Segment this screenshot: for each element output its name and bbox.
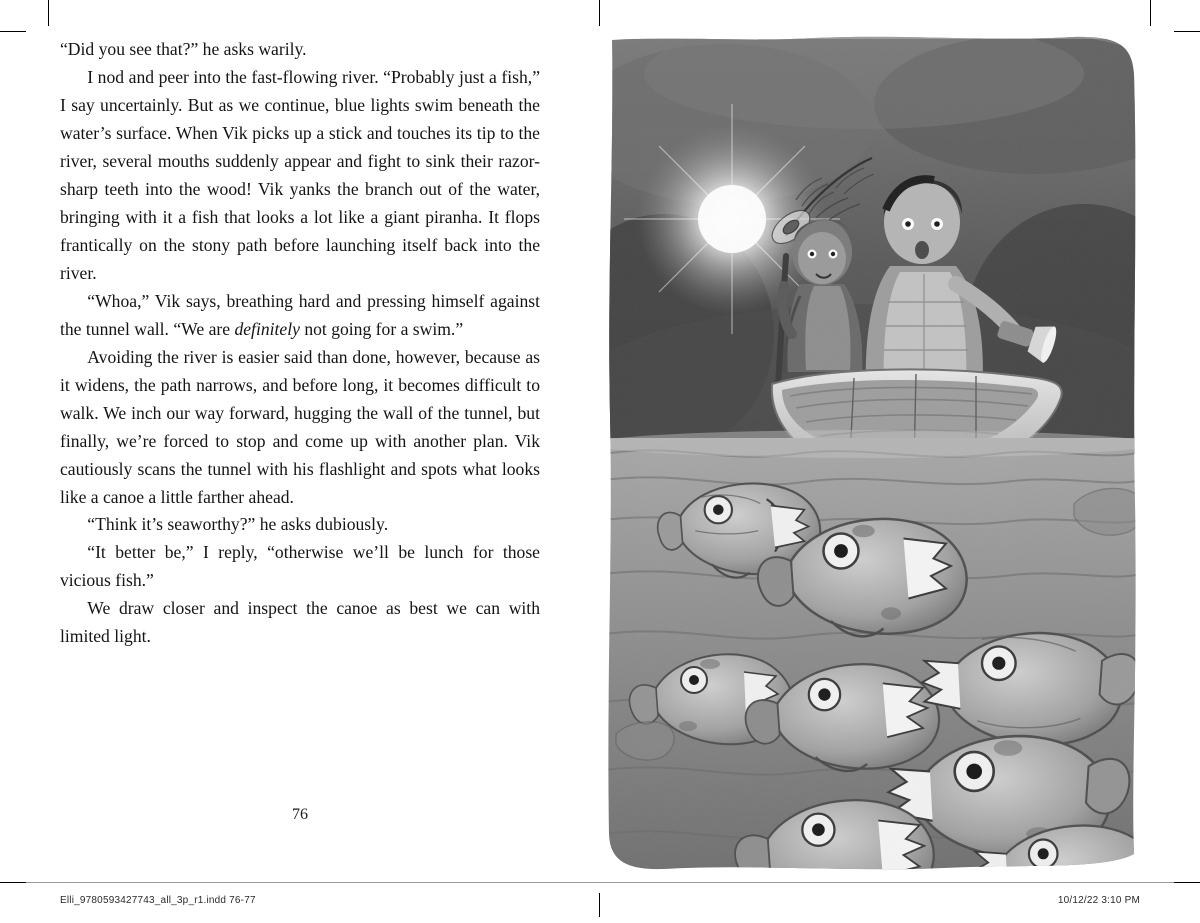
paragraph: “Think it’s seaworthy?” he asks dubiously. (87, 514, 389, 535)
paragraph-text-part-b: not going for a swim.” (299, 318, 464, 339)
paragraph: Avoiding the river is easier said than done, however, because as it widens, the path narrows, and before long, it becomes difficult to walk. We inch our way forward, hugging the wall of the tunnel, but finally, we’re forced to stop and come up with another plan. Vik cautiously scans the tunnel with his flashlight and spots what looks like a canoe a little farther ahead. (60, 346, 540, 507)
italic-emphasis: definitely (234, 318, 300, 339)
timestamp-label: 10/12/22 3:10 PM (1057, 895, 1140, 906)
paragraph: “It better be,” I reply, “otherwise we’ll be lunch for those vicious fish.” (60, 542, 540, 591)
crop-mark-left-bottom (0, 882, 26, 883)
printer-slug-bar (0, 882, 1200, 923)
paragraph: “Did you see that?” he asks warily. (60, 39, 307, 59)
paragraph-with-italic (60, 288, 540, 344)
crop-mark-bottom-center (599, 893, 600, 917)
canoe-and-piranhas-illustration (604, 34, 1140, 874)
file-slug-label: Elli_9780593427743_all_3p_r1.indd 76-77 (60, 895, 256, 906)
page-number: 76 (292, 806, 308, 823)
right-illustration-page (604, 34, 1140, 874)
paragraph: I nod and peer into the fast-flowing river. “Probably just a fish,” I say uncertainly. But as we continue, blue lights swim beneath the water’s surface. When Vik picks up a stick and touches its tip to the river, several mouths suddenly appear and fight to sink their razor-sharp teeth into the wood! Vik yanks the branch out of the water, bringing with it a fish that looks a lot like a giant piranha. It flops frantically on the stony path before launching itself back into the river. (60, 66, 540, 283)
crop-mark-right-bottom (1174, 882, 1200, 883)
left-text-page (60, 36, 540, 876)
story-body (60, 36, 540, 651)
paragraph: We draw closer and inspect the canoe as best we can with limited light. (60, 598, 540, 647)
paragraph-text-part-a: “Whoa,” Vik says, breathing hard and pressing himself against the tunnel wall. “We are (60, 290, 540, 339)
